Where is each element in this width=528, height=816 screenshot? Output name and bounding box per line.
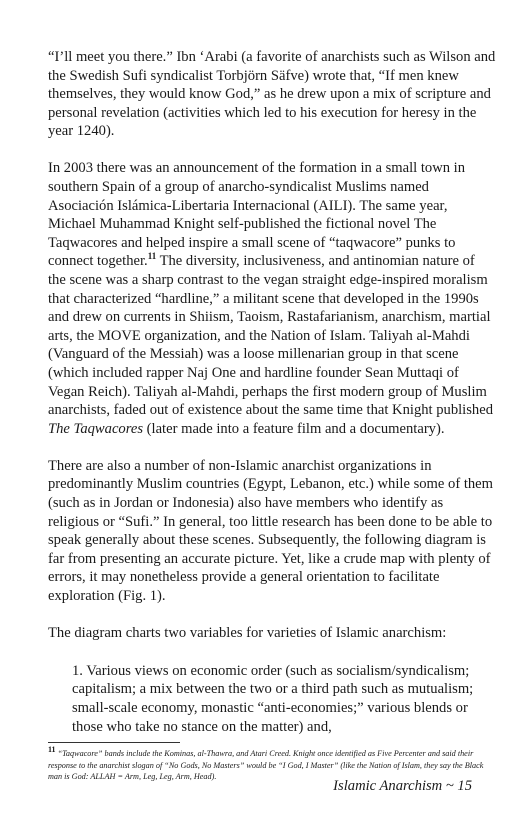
paragraph-text: (later made into a feature film and a documentary). [143, 420, 445, 437]
paragraph-text: The diversity, inclusiveness, and antinomian nature of the scene was a sharp contrast to the vegan straight edge-inspired moralism that characterized “hardline,” a militant scene that developed in the 1990s and drew on currents in Shiism, Taoism, Rastafarianism, anarchism, martial arts, the MOVE organization, and the Nation of Islam. Taliyah al-Mahdi (Vanguard of the Messiah) was a loose millenarian group in that scene (which included rapper Naj One and hardline founder Sean Muttaqi of Vegan Reich). Taliyah al-Mahdi, perhaps the first modern group of Muslim anarchists, faded out of existence about the same time that Knight published [48, 253, 493, 419]
footnote-divider [48, 742, 180, 743]
footnote-reference[interactable]: 11 [147, 251, 157, 262]
paragraph-non-islamic-orgs: There are also a number of non-Islamic anarchist organizations in predominantly Muslim countries (Egypt, Lebanon, etc.) while some of them (such as in Jordan or Indonesia) also have members who identify as religious or “Sufi.” In general, too little research has been done to be able to speak generally about these scenes. Subsequently, the following diagram is far from presenting an accurate picture. Yet, like a crude map with plenty of errors, it may nonetheless provide a general orientation to facilitate exploration (Fig. 1). [48, 457, 494, 605]
paragraph-diagram-intro: The diagram charts two variables for varieties of Islamic anarchism: [48, 625, 447, 642]
page-body [48, 48, 496, 783]
paragraph-text: In 2003 there was an announcement of the formation in a small town in southern Spain of a group of anarcho-syndicalist Muslims named Asociación Islámica-Libertaria Internacional (AILI). The same year, Michael Muhammad Knight self-published the fictional novel The Taqwacores and helped inspire a small scene of “taqwacore” punks to connect together. [48, 160, 466, 270]
book-title: The Taqwacores [48, 420, 144, 437]
page-footer: Islamic Anarchism ~ 15 [333, 778, 472, 794]
paragraph-taqwacores [48, 159, 496, 438]
paragraph-ibn-arabi: “I’ll meet you there.” Ibn ‘Arabi (a favorite of anarchists such as Wilson and the Swedish Sufi syndicalist Torbjörn Säfve) wrote that, “If men knew themselves, they would know God,” as he drew upon a mix of scripture and personal revelation (activities which led to his execution for heresy in the year 1240). [48, 49, 496, 140]
footnote-number: 11 [48, 745, 56, 755]
footnote-text: “Taqwacore” bands include the Kominas, al-Thawra, and Atari Creed. Knight once identified as Five Percenter and said their response to the anarchist slogan of “No Gods, No Masters” would be “I God, I Master” (like the Nation of Islam, they say the Black man is God: ALLAH = Arm, Leg, Leg, Arm, Head). [48, 749, 484, 782]
list-item-economic-order: 1. Various views on economic order (such as socialism/syndicalism; capitalism; a mix between the two or a third path such as mutualism; small-scale economy, monastic “anti-economies;” various blends or those who take no stance on the matter) and, [72, 662, 474, 735]
